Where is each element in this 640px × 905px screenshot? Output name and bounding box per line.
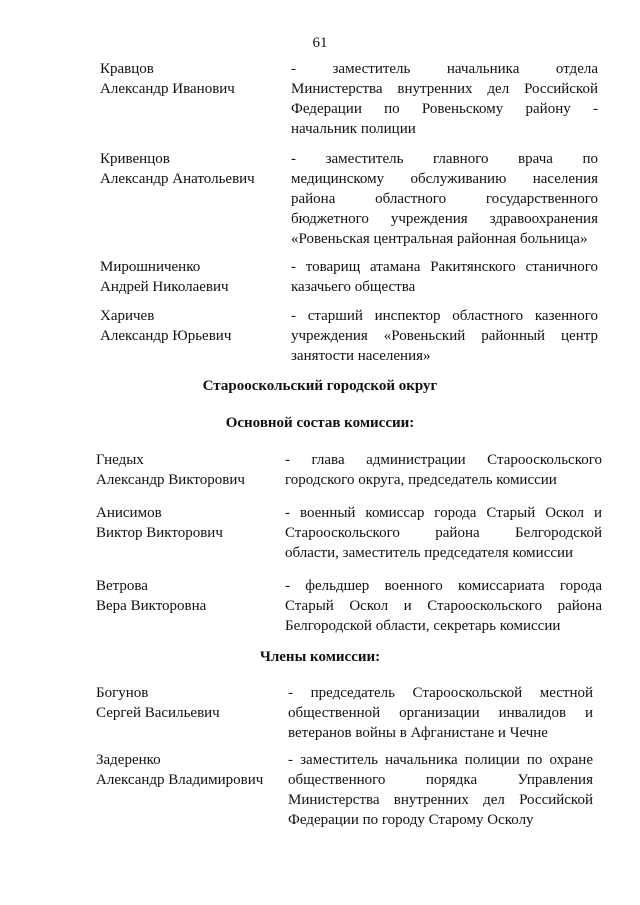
role-line: - председатель Старооскольской местной [288,685,593,701]
position-description [291,149,598,249]
given-names: Андрей Николаевич [100,279,229,295]
position-description [285,450,602,490]
person-name [96,503,276,543]
given-names: Сергей Васильевич [96,705,220,721]
surname: Харичев [100,308,155,324]
given-names: Александр Владимирович [96,772,264,788]
given-names: Александр Юрьевич [100,328,232,344]
role-line: казачьего общества [291,279,416,295]
main-committee-title: Основной состав комиссии: [225,415,415,431]
surname: Гнедых [96,452,144,468]
role-line: - военный комиссар города Старый Оскол и [285,505,602,521]
person-name [100,149,280,189]
position-description [285,576,602,636]
position-description [291,306,598,366]
role-line: общественной организации инвалидов и [288,705,593,721]
person-name [96,683,276,723]
role-line: - заместитель начальника отдела [291,61,598,77]
role-line: - заместитель главного врача по [291,151,598,167]
role-line: - глава администрации Старооскольского [285,452,602,468]
given-names: Виктор Викторович [96,525,223,541]
given-names: Александр Викторович [96,472,245,488]
surname: Ветрова [96,578,148,594]
role-line: занятости населения» [291,348,431,364]
role-line: - заместитель начальника полиции по охране [288,752,593,768]
role-line: Министерства внутренних дел Российской [291,81,598,97]
surname: Кривенцов [100,151,170,167]
role-line: Министерства внутренних дел Российской [288,792,593,808]
person-name [100,257,280,297]
position-description [291,257,598,297]
surname: Кравцов [100,61,154,77]
role-line: общественного порядка Управления [288,772,593,788]
surname: Анисимов [96,505,162,521]
position-description [291,59,598,139]
role-line: - старший инспектор областного казенного [291,308,598,324]
surname: Мирошниченко [100,259,201,275]
role-line: Федерации по городу Старому Осколу [288,812,534,828]
role-line: - товарищ атамана Ракитянского станичного [291,259,598,275]
role-line: области, заместитель председателя комиссии [285,545,574,561]
role-line: городского округа, председатель комиссии [285,472,557,488]
person-name [96,750,276,790]
role-line: медицинскому обслуживанию населения [291,171,598,187]
role-line: «Ровеньская центральная районная больница» [291,231,588,247]
position-description [285,503,602,563]
role-line: начальник полиции [291,121,416,137]
person-name [96,450,276,490]
role-line: Старый Оскол и Старооскольского района [285,598,602,614]
role-line: бюджетного учреждения здравоохранения [291,211,598,227]
given-names: Вера Викторовна [96,598,207,614]
position-description [288,683,593,743]
given-names: Александр Анатольевич [100,171,255,187]
role-line: ветеранов войны в Афганистане и Чечне [288,725,548,741]
surname: Богунов [96,685,149,701]
role-line: Белгородской области, секретарь комиссии [285,618,561,634]
given-names: Александр Иванович [100,81,235,97]
role-line: района областного государственного [291,191,598,207]
role-line: - фельдшер военного комиссариата города [285,578,602,594]
role-line: учреждения «Ровеньский районный центр [291,328,598,344]
page-number: 61 [312,35,328,51]
role-line: Старооскольского района Белгородской [285,525,602,541]
person-name [96,576,276,616]
members-title: Члены комиссии: [259,649,381,665]
person-name [100,59,280,99]
surname: Задеренко [96,752,161,768]
role-line: Федерации по Ровеньскому району - [291,101,598,117]
position-description [288,750,593,830]
person-name [100,306,280,346]
district-title: Старооскольский городской округ [202,378,438,394]
